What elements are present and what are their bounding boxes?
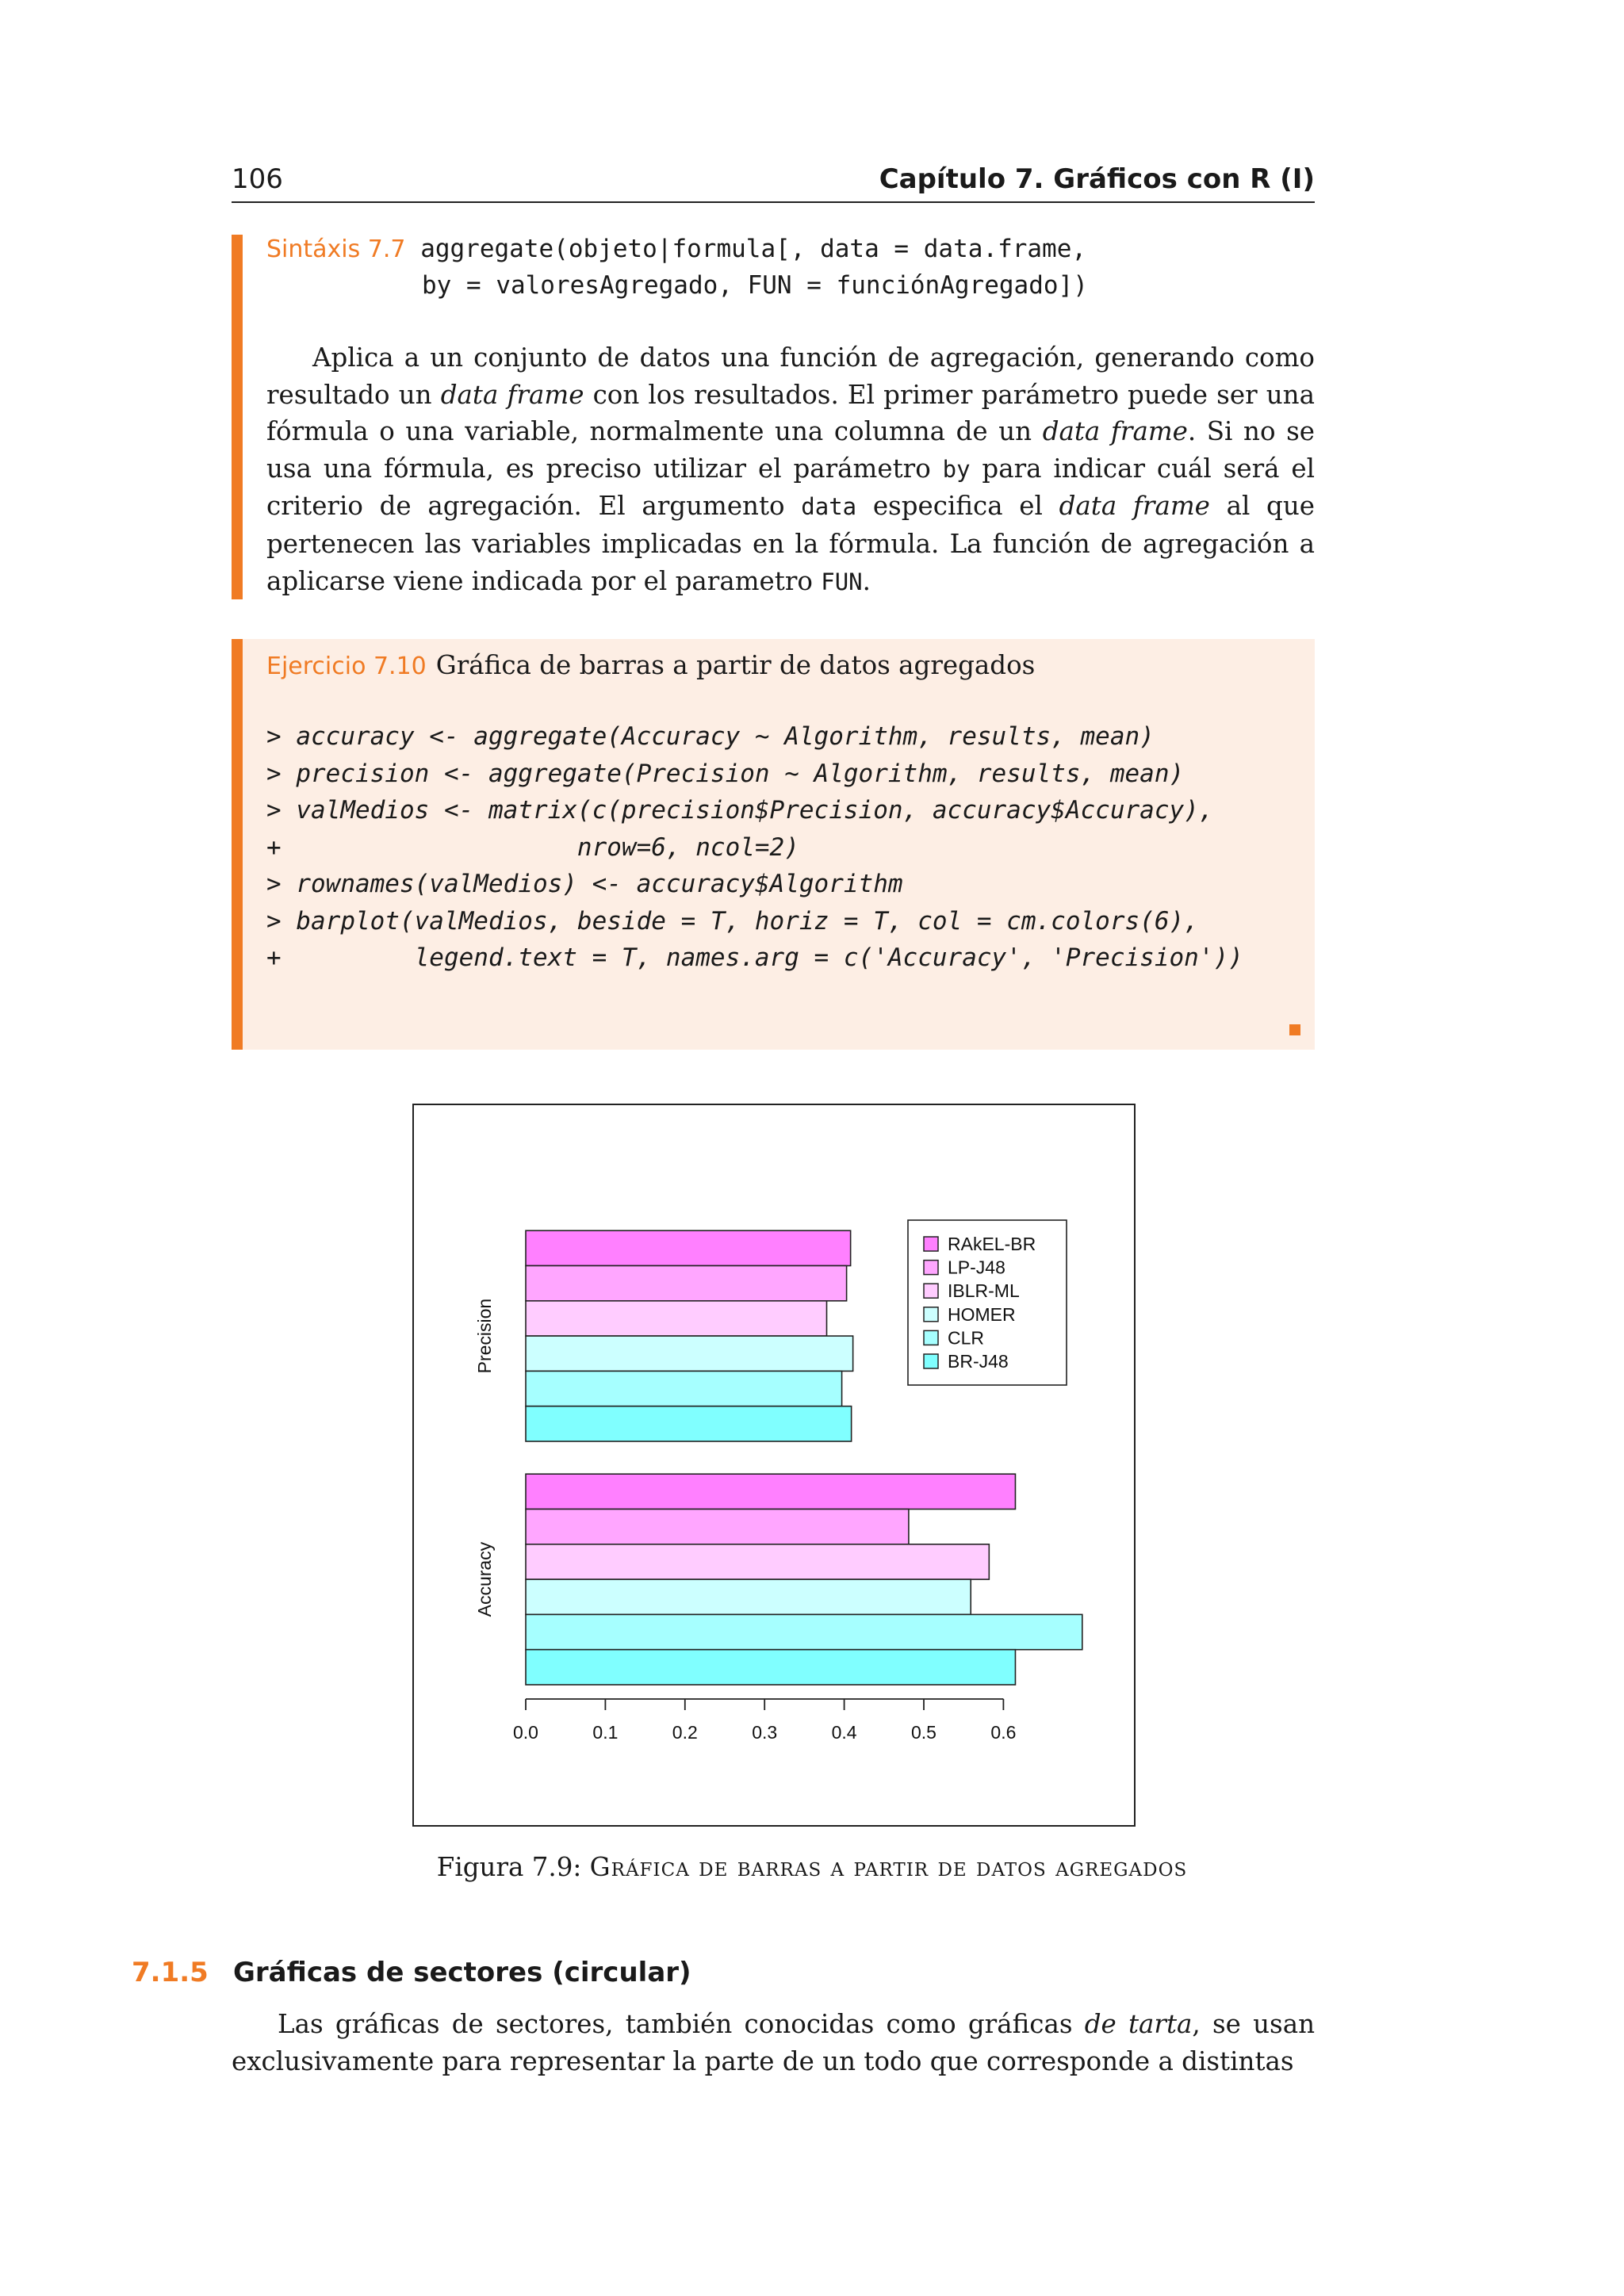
code-line: > barplot(valMedios, beside = T, horiz = T, col = cm.colors(6),: [266, 906, 1199, 936]
syntax-line-1: [266, 235, 1086, 263]
code-line: > accuracy <- aggregate(Accuracy ~ Algorithm, results, mean): [266, 722, 1155, 751]
bar-precision-rakel-br: [526, 1230, 851, 1265]
code-line: > rownames(valMedios) <- accuracy$Algorithm: [266, 870, 903, 898]
emph: de tarta: [1084, 2009, 1193, 2039]
bar-precision-iblr-ml: [526, 1301, 827, 1336]
bar-accuracy-clr: [526, 1614, 1082, 1649]
exercise-box: [232, 639, 1315, 1050]
legend-swatch: [924, 1284, 938, 1298]
x-tick-label: 0.6: [990, 1722, 1017, 1743]
emph: data frame: [1042, 416, 1188, 447]
bar-chart: [412, 1103, 1136, 1827]
end-of-exercise-marker: [1289, 1024, 1300, 1035]
text: especifica el: [856, 491, 1059, 522]
text: para indicar cuál será el criterio de agregación. El argumento: [266, 453, 1315, 522]
syntax-label: Sintáxis 7.7: [266, 235, 406, 263]
legend-label: IBLR-ML: [948, 1280, 1020, 1302]
bar-precision-br-j48: [526, 1406, 852, 1441]
x-tick-label: 0.5: [911, 1722, 936, 1743]
code-inline: data: [801, 493, 857, 521]
code-line: > valMedios <- matrix(c(precision$Precision, accuracy$Accuracy),: [266, 796, 1214, 825]
legend-label: CLR: [948, 1327, 985, 1349]
exercise-heading: [266, 650, 1035, 680]
text: al que pertenecen las variables implicadas en la fórmula. La función de agregación a aplicarse viene indicada por el parametro: [266, 491, 1316, 596]
figure-caption: [0, 1852, 1624, 1882]
bar-accuracy-homer: [526, 1579, 971, 1614]
text: Aplica a un conjunto de datos una función de agregación, generando como resultado un: [266, 342, 1315, 410]
figure-bar-chart: [412, 1103, 1136, 1827]
bar-precision-clr: [526, 1371, 842, 1406]
legend-label: RAkEL-BR: [948, 1234, 1036, 1254]
legend-swatch: [924, 1237, 938, 1251]
section-number: 7.1.5: [132, 1957, 209, 1988]
legend: [908, 1220, 1067, 1385]
bar-accuracy-iblr-ml: [526, 1544, 989, 1579]
code-line: + nrow=6, ncol=2): [266, 832, 799, 862]
x-tick-label: 0.4: [831, 1722, 857, 1743]
x-tick-label: 0.0: [513, 1722, 538, 1743]
code-line: > precision <- aggregate(Precision ~ Algorithm, results, mean): [266, 759, 1185, 788]
bar-precision-homer: [526, 1336, 853, 1371]
legend-swatch: [924, 1330, 938, 1345]
emph: data frame: [1059, 491, 1210, 522]
syntax-description: [266, 339, 1315, 600]
section-paragraph: [232, 2006, 1315, 2080]
chapter-title: Capítulo 7. Gráficos con R (I): [879, 163, 1315, 195]
legend-label: HOMER: [948, 1303, 1016, 1325]
text: . Si no se usa una fórmula, es preciso utilizar el parámetro: [266, 416, 1315, 484]
legend-swatch: [924, 1261, 938, 1275]
caption-text: Gráfica de barras a partir de datos agregados: [589, 1852, 1188, 1882]
running-header: [232, 157, 1315, 203]
legend-swatch: [924, 1354, 938, 1368]
section-heading: [132, 1957, 691, 1988]
code-line: + legend.text = T, names.arg = c('Accuracy', 'Precision')): [266, 943, 1243, 972]
page-number: 106: [232, 163, 283, 195]
x-tick-label: 0.1: [592, 1722, 619, 1743]
figure-frame: [413, 1104, 1135, 1826]
emph: data frame: [440, 379, 584, 410]
bar-precision-lp-j48: [526, 1266, 847, 1301]
code-inline: FUN: [821, 568, 863, 595]
x-tick-label: 0.3: [752, 1722, 778, 1743]
syntax-signature-2: by = valoresAgregado, FUN = funciónAgregado]): [422, 271, 1088, 300]
text: , se usan exclusivamente para representar la parte de un todo que corresponde a distintas: [232, 2009, 1316, 2076]
text: .: [862, 565, 871, 596]
legend-label: BR-J48: [948, 1351, 1009, 1372]
bar-accuracy-rakel-br: [526, 1474, 1015, 1509]
exercise-label: Ejercicio 7.10: [266, 652, 427, 680]
caption-number: Figura 7.9:: [436, 1852, 590, 1882]
code-inline: by: [942, 455, 971, 483]
bar-accuracy-lp-j48: [526, 1510, 909, 1544]
exercise-title: Gráfica de barras a partir de datos agregados: [435, 650, 1036, 680]
text: con los resultados. El primer parámetro puede ser una fórmula o una variable, normalmente una columna de un: [266, 379, 1315, 447]
category-label-precision: Precision: [474, 1298, 495, 1374]
syntax-box: [232, 235, 1315, 599]
text: Las gráficas de sectores, también conocidas como gráficas: [278, 2009, 1085, 2039]
code-block: [266, 718, 1243, 977]
legend-label: LP-J48: [948, 1257, 1005, 1278]
bar-accuracy-br-j48: [526, 1650, 1015, 1685]
legend-swatch: [924, 1307, 938, 1322]
x-tick-label: 0.2: [672, 1722, 698, 1743]
section-title: Gráficas de sectores (circular): [233, 1957, 691, 1988]
category-label-accuracy: Accuracy: [474, 1541, 495, 1617]
syntax-signature-1: aggregate(objeto|formula[, data = data.frame,: [420, 235, 1087, 263]
